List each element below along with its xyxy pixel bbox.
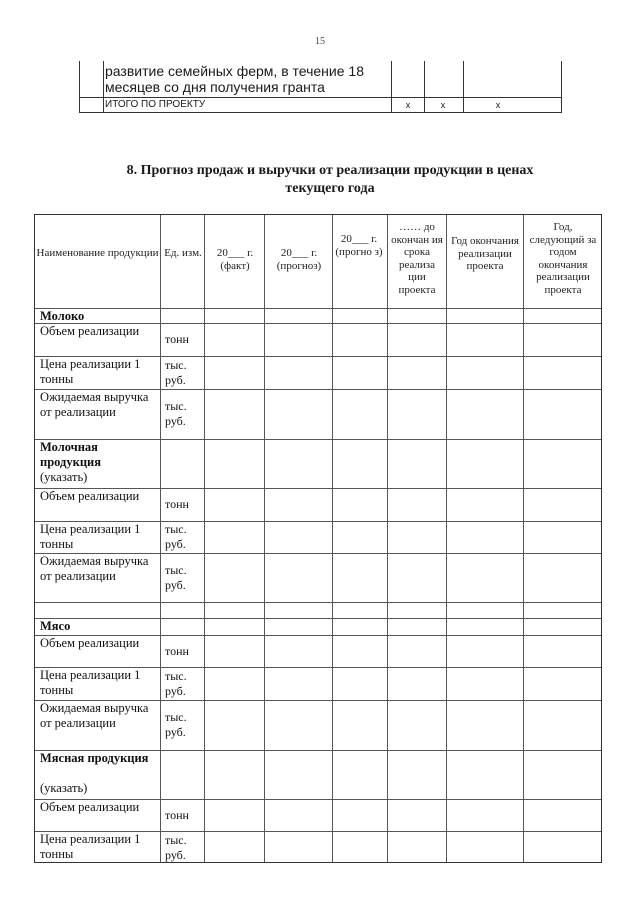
row-name: Объем реализации	[40, 636, 140, 650]
row-line	[35, 602, 601, 603]
column-line	[264, 215, 265, 862]
row-unit: тыс. руб.	[165, 710, 187, 739]
row-name: Цена реализации 1 тонны	[40, 522, 141, 551]
row-name: Цена реализации 1 тонны	[40, 832, 141, 861]
previous-table-fragment	[79, 61, 562, 113]
total-mark: x	[495, 100, 501, 110]
group-name: Мясо	[40, 619, 71, 633]
row-name: Объем реализации	[40, 324, 140, 338]
row-name: Цена реализации 1 тонны	[40, 357, 141, 386]
column-line	[160, 215, 161, 862]
row-name: Ожидаемая выручка от реализации	[40, 390, 149, 419]
row-unit: тыс. руб.	[165, 668, 187, 698]
row-unit: тыс. руб.	[165, 357, 187, 387]
header-project-end-year: Год окончания реализации проекта	[451, 235, 519, 272]
column-line	[446, 215, 447, 862]
row-name: Ожидаемая выручка от реализации	[40, 554, 149, 583]
section-title: 8. Прогноз продаж и выручки от реализации продукции в ценах текущего года	[126, 163, 534, 196]
group-name: Мясная продукция	[40, 751, 149, 765]
group-name: Молоко	[40, 309, 85, 323]
row-line	[80, 97, 561, 98]
page-number: 15	[315, 36, 325, 47]
column-line	[204, 215, 205, 862]
column-line	[523, 215, 524, 862]
header-product-name: Наименование продукции	[36, 247, 159, 259]
row-name: Объем реализации	[40, 800, 140, 814]
header-year-fact: 20___ г. (факт)	[216, 247, 254, 272]
group-note: (указать)	[40, 470, 88, 484]
row-unit: тыс. руб.	[165, 522, 187, 551]
column-line	[387, 215, 388, 862]
group-note: (указать)	[40, 781, 88, 795]
row-unit: тыс. руб.	[165, 399, 187, 428]
previous-row-text: развитие семейных ферм, в течение 18 месяцев со дня получения гранта	[105, 63, 364, 95]
header-year-forecast-2: 20___ г. (прогно з)	[335, 233, 383, 258]
row-unit: тыс. руб.	[165, 562, 187, 592]
group-name: Молочная продукция	[40, 440, 101, 469]
total-mark: x	[440, 100, 446, 110]
column-line	[424, 61, 425, 112]
row-name: Ожидаемая выручка от реализации	[40, 701, 149, 730]
header-year-forecast: 20___ г. (прогноз)	[276, 247, 322, 272]
row-unit: тонн	[165, 497, 189, 511]
header-until-project-end: …… до окончан ия срока реализа ции проекта	[391, 221, 443, 296]
row-name: Объем реализации	[40, 489, 140, 503]
column-line	[463, 61, 464, 112]
row-name: Цена реализации 1 тонны	[40, 668, 141, 697]
row-unit: тонн	[165, 332, 189, 346]
row-unit: тыс. руб.	[165, 832, 187, 862]
total-mark: x	[405, 100, 411, 110]
column-line	[332, 215, 333, 862]
header-unit: Ед. изм.	[164, 247, 202, 259]
header-year-after-end: Год, следующий за годом окончания реализации проекта	[529, 221, 597, 296]
project-total-label: ИТОГО ПО ПРОЕКТУ	[105, 99, 206, 110]
column-line	[103, 61, 104, 112]
column-line	[391, 61, 392, 112]
row-unit: тонн	[165, 807, 189, 822]
sales-forecast-table	[34, 214, 602, 863]
row-unit: тонн	[165, 643, 189, 658]
